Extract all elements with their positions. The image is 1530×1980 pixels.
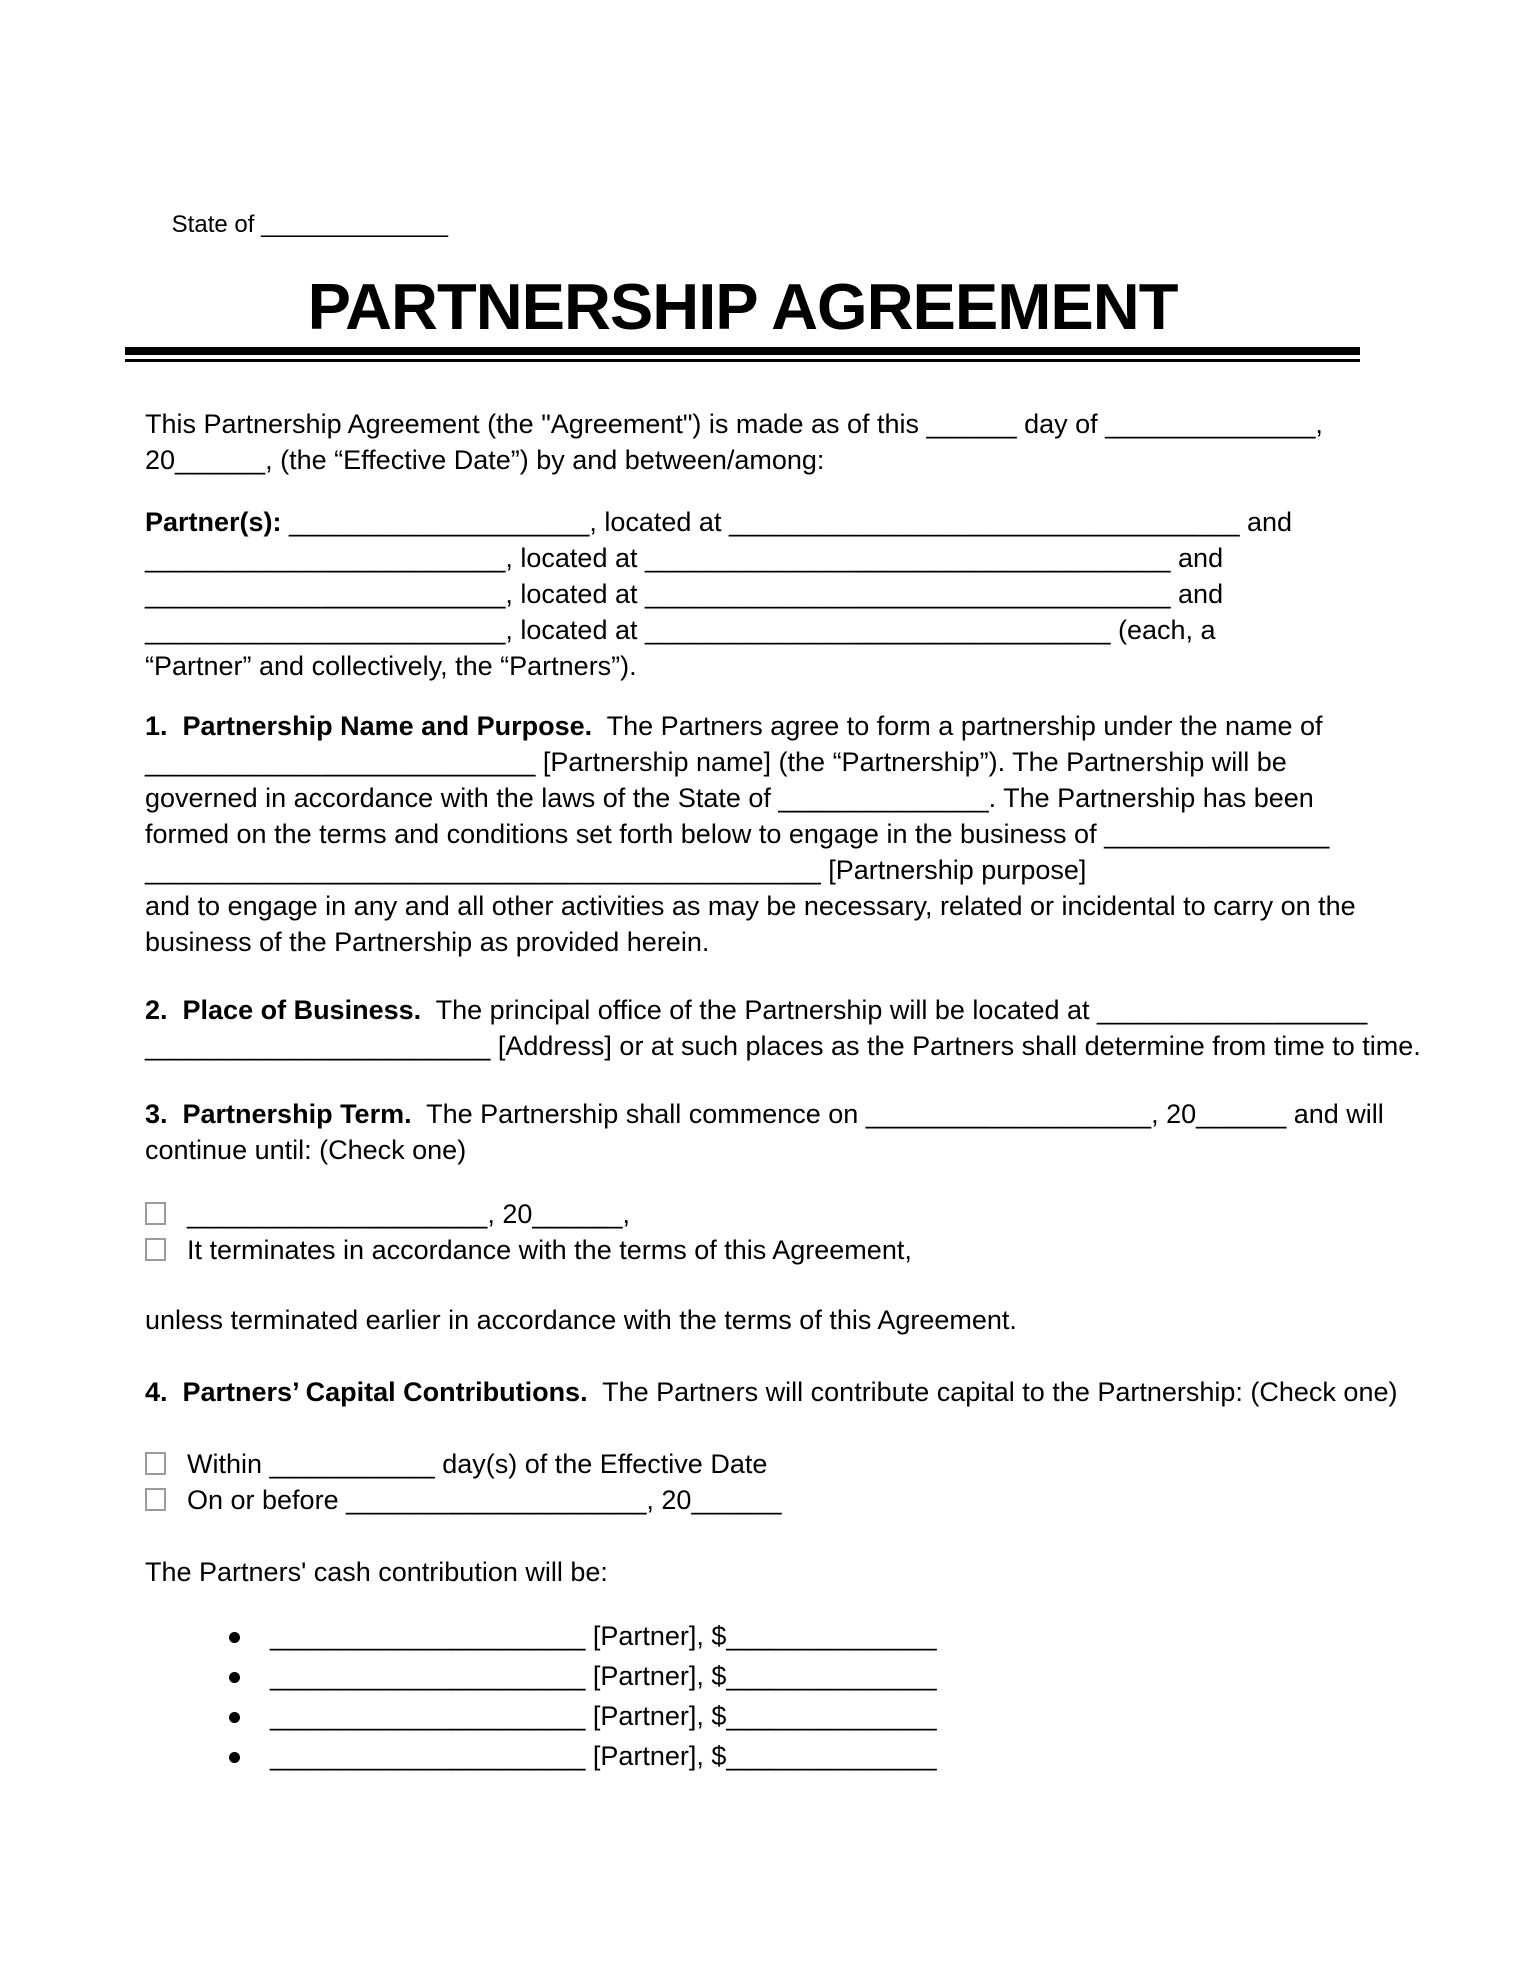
term-option-row	[145, 1196, 1360, 1232]
partner-line: ________________________, located at ___________________________________ and	[145, 543, 1224, 573]
section-2-paragraph	[145, 992, 1421, 1064]
text-line: The Partners' cash contribution will be:	[145, 1557, 608, 1587]
contributions-list	[145, 1616, 1360, 1776]
bullet-icon	[229, 1752, 240, 1763]
term-options-group	[145, 1196, 1360, 1268]
contribution-label: _____________________ [Partner], $______________	[270, 1741, 937, 1771]
text-line: This Partnership Agreement (the "Agreement") is made as of this ______ day of ______________,	[145, 409, 1323, 439]
text-line: 4. Partners’ Capital Contributions. The Partners will contribute capital to the Partnership: (Check one)	[145, 1377, 1398, 1407]
contribution-row	[229, 1616, 1360, 1656]
checkbox-icon[interactable]	[145, 1238, 166, 1261]
capital-option-row	[145, 1482, 1360, 1518]
text-line: 3. Partnership Term. The Partnership shall commence on ___________________, 20______ and will	[145, 1099, 1384, 1129]
text-line: governed in accordance with the laws of the State of ______________. The Partnership has been	[145, 783, 1314, 813]
contribution-label: _____________________ [Partner], $______________	[270, 1621, 937, 1651]
bullet-icon	[229, 1712, 240, 1723]
state-of-label: State of	[171, 211, 262, 238]
capital-option-label: Within ___________ day(s) of the Effective Date	[187, 1449, 768, 1479]
text-line: __________________________ [Partnership name] (the “Partnership”). The Partnership will be	[145, 747, 1287, 777]
checkbox-icon[interactable]	[145, 1452, 166, 1475]
checkbox-icon[interactable]	[145, 1202, 166, 1225]
section-1-heading: 1. Partnership Name and Purpose.	[145, 711, 593, 741]
partner-line: ________________________, located at ___________________________________ and	[145, 579, 1224, 609]
section-1-paragraph	[145, 708, 1360, 960]
partner-line: ________________________, located at _______________________________ (each, a	[145, 615, 1216, 645]
section-3-heading: 3. Partnership Term.	[145, 1099, 412, 1129]
text-line: 20______, (the “Effective Date”) by and between/among:	[145, 445, 825, 475]
unless-paragraph	[145, 1302, 1360, 1338]
contribution-label: _____________________ [Partner], $______________	[270, 1661, 937, 1691]
capital-options-group	[145, 1446, 1360, 1518]
partners-paragraph	[145, 504, 1360, 684]
text-line: and to engage in any and all other activities as may be necessary, related or incidental to carry on the	[145, 891, 1356, 921]
contribution-label: _____________________ [Partner], $______________	[270, 1701, 937, 1731]
term-option-row	[145, 1232, 1360, 1268]
text-line: 2. Place of Business. The principal office of the Partnership will be located at __________________	[145, 995, 1368, 1025]
term-option-label: It terminates in accordance with the terms of this Agreement,	[187, 1235, 912, 1265]
partner-line	[145, 504, 1360, 540]
text-line: unless terminated earlier in accordance with the terms of this Agreement.	[145, 1305, 1017, 1335]
document-body	[145, 406, 1421, 1776]
partners-label: Partner(s):	[145, 507, 290, 537]
capital-option-label: On or before ____________________, 20______	[187, 1485, 782, 1515]
text-line: _______________________ [Address] or at such places as the Partners shall determine from time to time.	[145, 1031, 1421, 1061]
section-4-heading: 4. Partners’ Capital Contributions.	[145, 1377, 588, 1407]
state-of-line	[145, 183, 1530, 267]
text-line: formed on the terms and conditions set forth below to engage in the business of _______________	[145, 819, 1330, 849]
contribution-row	[229, 1736, 1360, 1776]
cash-contribution-paragraph	[145, 1554, 1360, 1590]
contribution-row	[229, 1696, 1360, 1736]
section-3-paragraph	[145, 1096, 1384, 1168]
checkbox-icon[interactable]	[145, 1488, 166, 1511]
page-title: PARTNERSHIP AGREEMENT	[307, 270, 1178, 343]
partner-blank-line: ____________________, located at __________________________________ and	[289, 507, 1293, 537]
bullet-icon	[229, 1632, 240, 1643]
section-4-paragraph	[145, 1374, 1398, 1410]
state-of-blank-field[interactable]: ______________	[261, 211, 448, 238]
title-rule	[125, 347, 1360, 362]
partner-line: “Partner” and collectively, the “Partners”).	[145, 651, 637, 681]
text-line: _____________________________________________ [Partnership purpose]	[145, 855, 1087, 885]
contribution-row	[229, 1656, 1360, 1696]
capital-option-row	[145, 1446, 1360, 1482]
section-2-heading: 2. Place of Business.	[145, 995, 422, 1025]
text-line: 1. Partnership Name and Purpose. The Partners agree to form a partnership under the name of	[145, 711, 1323, 741]
term-option-label: ____________________, 20______,	[187, 1199, 630, 1229]
text-line: continue until: (Check one)	[145, 1135, 467, 1165]
text-line: business of the Partnership as provided herein.	[145, 927, 710, 957]
bullet-icon	[229, 1672, 240, 1683]
intro-paragraph	[145, 406, 1360, 478]
